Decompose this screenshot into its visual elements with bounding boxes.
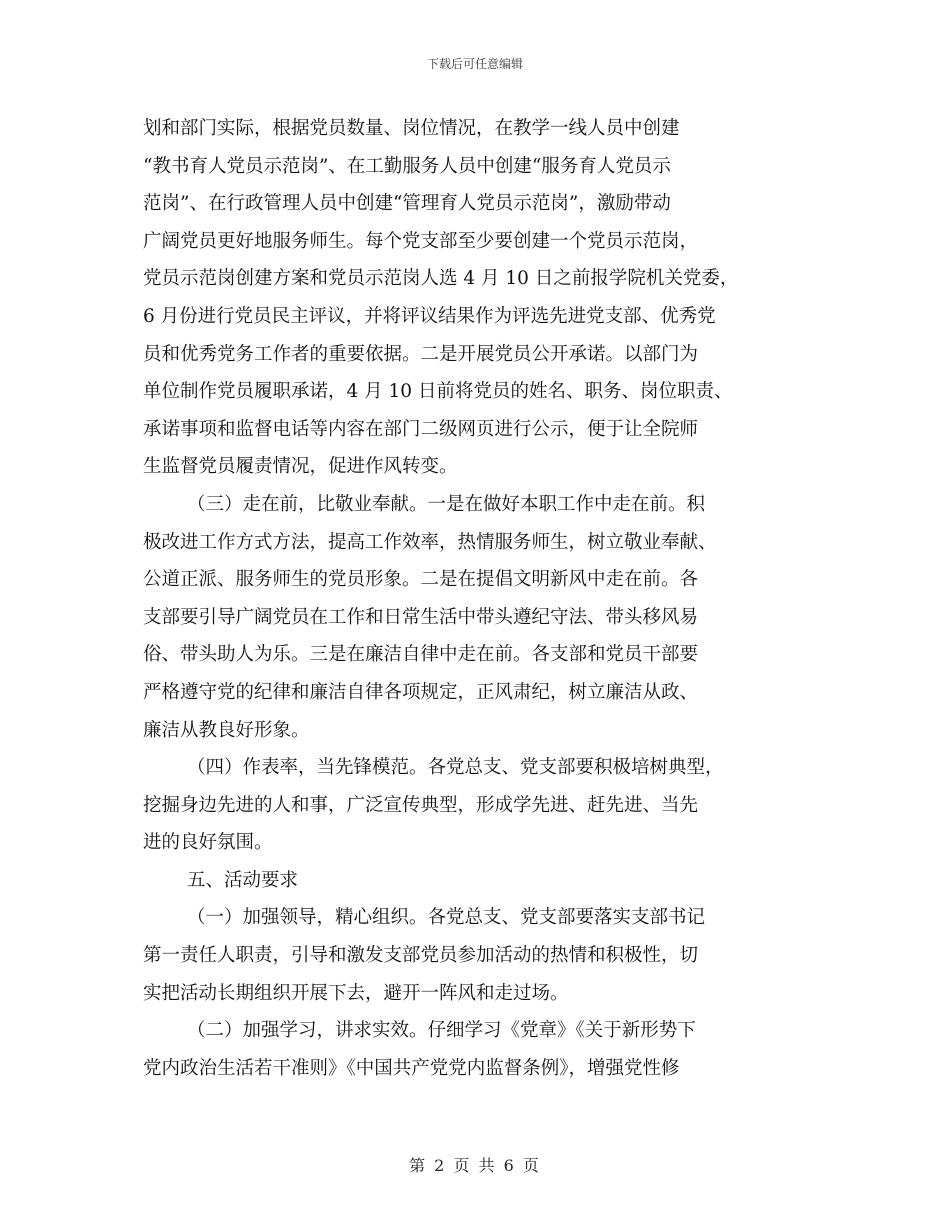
body-line: 承诺事项和监督电话等内容在部门二级网页进行公示，便于让全院师: [143, 418, 699, 440]
body-line: 挖掘身边先进的人和事，广泛宣传典型，形成学先进、赶先进、当先: [143, 794, 699, 816]
section-3-start-line: （三）走在前，比敬业奉献。一是在做好本职工作中走在前。积: [187, 493, 706, 515]
body-line: 生监督党员履责情况，促进作风转变。: [143, 456, 458, 478]
requirement-2-start-line: （二）加强学习，讲求实效。仔细学习《党章》《关于新形势下: [187, 1020, 696, 1042]
body-line: 划和部门实际，根据党员数量、岗位情况，在教学一线人员中创建: [143, 118, 680, 139]
body-line: 6 月份进行党员民主评议，并将评议结果作为评选先进党支部、优秀党: [143, 305, 716, 327]
body-line: 范岗”、在行政管理人员中创建“管理育人党员示范岗”，激励带动: [143, 193, 671, 215]
document-body: [143, 110, 810, 1087]
section-4-start-line: （四）作表率，当先锋模范。各党总支、党支部要积极培树典型，: [187, 757, 724, 779]
body-line: 进的良好氛围。: [143, 832, 273, 854]
body-line: 公道正派、服务师生的党员形象。二是在提倡文明新风中走在前。各: [143, 569, 699, 591]
body-line: 广阔党员更好地服务师生。每个党支部至少要创建一个党员示范岗，: [143, 230, 699, 252]
body-line: 员和优秀党务工作者的重要依据。二是开展党员公开承诺。以部门为: [143, 343, 699, 365]
body-line: 廉洁从教良好形象。: [143, 719, 310, 741]
body-line: 第一责任人职责，引导和激发支部党员参加活动的热情和积极性，切: [143, 945, 699, 967]
body-line: 党员示范岗创建方案和党员示范岗人选 4 月 10 日之前报学院机关党委，: [143, 268, 739, 290]
body-line: 严格遵守党的纪律和廉洁自律各项规定，正风肃纪，树立廉洁从政、: [143, 681, 699, 703]
body-line: 极改进工作方式方法，提高工作效率，热情服务师生，树立敬业奉献、: [143, 531, 717, 553]
body-line: 单位制作党员履职承诺，4 月 10 日前将党员的姓名、职务、岗位职责、: [143, 381, 733, 403]
page-number-footer: 第 2 页 共 6 页: [409, 1156, 541, 1175]
body-line: 党内政治生活若干准则》《中国共产党党内监督条例》，增强党性修: [143, 1057, 680, 1079]
body-line: 实把活动长期组织开展下去，避开一阵风和走过场。: [143, 982, 569, 1004]
section-heading-requirements: 五、活动要求: [187, 869, 299, 891]
body-line: 俗、带头助人为乐。三是在廉洁自律中走在前。各支部和党员干部要: [143, 644, 699, 666]
body-line: “教书育人党员示范岗”、在工勤服务人员中创建“服务育人党员示: [143, 155, 671, 177]
body-line: 支部要引导广阔党员在工作和日常生活中带头遵纪守法、带头移风易: [143, 606, 699, 628]
page-header-note: 下载后可任意编辑: [426, 57, 523, 71]
requirement-1-start-line: （一）加强领导，精心组织。各党总支、党支部要落实支部书记: [187, 907, 706, 929]
